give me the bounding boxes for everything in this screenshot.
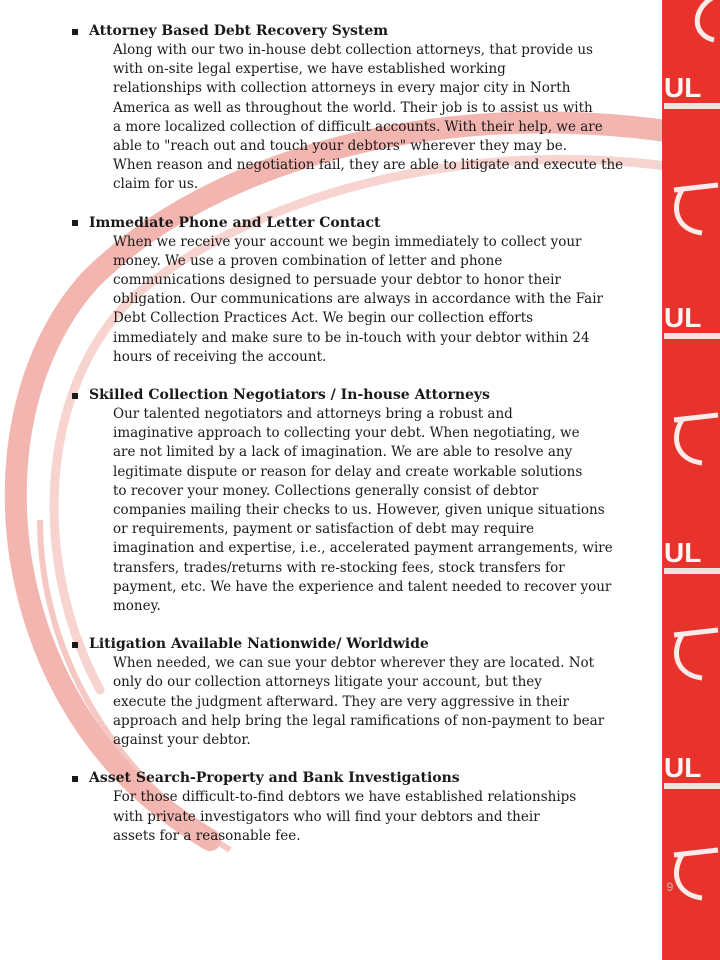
section-litigation — [72, 635, 632, 750]
paragraph-line: When reason and negotiation fail, they are able to litigate and execute the — [113, 157, 624, 174]
paragraph-line: execute the judgment afterward. They are very aggressive in their — [113, 693, 569, 710]
paragraph-line: communications designed to persuade your debtor to honor their — [113, 272, 561, 289]
brand-logo-icon — [662, 735, 720, 805]
paragraph-line: only do our collection attorneys litigate your account, but they — [113, 674, 542, 691]
right-brand-band — [662, 0, 720, 960]
paragraph-line: When we receive your account we begin immediately to collect your — [113, 233, 582, 250]
document-body — [72, 22, 632, 865]
paragraph-line: America as well as throughout the world. Their job is to assist us with — [113, 99, 593, 116]
section-heading — [72, 214, 632, 233]
paragraph-line: assets for a reasonable fee. — [113, 827, 301, 844]
paragraph-line: with on-site legal expertise, we have established working — [113, 61, 506, 78]
svg-text:UL: UL — [664, 752, 702, 783]
paragraph-line: obligation. Our communications are always in accordance with the Fair — [113, 291, 603, 308]
paragraph-line: legitimate dispute or reason for delay and create workable solutions — [113, 463, 583, 480]
paragraph-line: Along with our two in-house debt collection attorneys, that provide us — [113, 42, 593, 58]
svg-text:UL: UL — [664, 537, 702, 568]
paragraph-line: against your debtor. — [113, 732, 251, 749]
square-bullet-icon — [72, 776, 78, 782]
section-attorney-based-recovery — [72, 22, 632, 195]
paragraph-line: are not limited by a lack of imagination. We are able to resolve any — [113, 444, 573, 461]
page-number: 9 — [666, 880, 674, 894]
paragraph-line: companies mailing their checks to us. However, given unique situations — [113, 502, 605, 519]
section-phone-letter-contact — [72, 214, 632, 367]
paragraph-line: relationships with collection attorneys in every major city in North — [113, 80, 571, 97]
section-skilled-negotiators — [72, 386, 632, 616]
section-heading — [72, 635, 632, 654]
brand-logo-icon — [662, 285, 720, 355]
paragraph-line: transfers, trades/returns with re-stocking fees, stock transfers for — [113, 559, 565, 576]
brand-logo-icon — [662, 620, 720, 690]
paragraph-line: For those difficult-to-find debtors we have established relationships — [113, 789, 577, 806]
section-heading-text: Asset Search-Property and Bank Investigations — [89, 770, 460, 787]
square-bullet-icon — [72, 642, 78, 648]
section-heading-text: Litigation Available Nationwide/ Worldwide — [89, 636, 429, 653]
paragraph-line: claim for us. — [113, 176, 199, 193]
brand-logo-icon — [662, 405, 720, 475]
brand-logo-icon — [662, 840, 720, 910]
section-heading — [72, 769, 632, 788]
square-bullet-icon — [72, 220, 78, 226]
paragraph-line: imagination and expertise, i.e., accelerated payment arrangements, wire — [113, 540, 613, 557]
brand-logo-icon — [662, 520, 720, 590]
section-heading-text: Immediate Phone and Letter Contact — [89, 214, 381, 231]
svg-text:UL: UL — [664, 302, 702, 333]
paragraph-line: immediately and make sure to be in-touch with your debtor within 24 — [113, 329, 590, 346]
section-asset-search — [72, 769, 632, 846]
section-heading — [72, 386, 632, 405]
paragraph-line: a more localized collection of difficult accounts. With their help, we are — [113, 118, 603, 135]
paragraph-line: Debt Collection Practices Act. We begin our collection efforts — [113, 310, 534, 327]
paragraph-line: When needed, we can sue your debtor wherever they are located. Not — [113, 655, 595, 672]
section-heading-text: Attorney Based Debt Recovery System — [89, 23, 389, 39]
paragraph-line: to recover your money. Collections generally consist of debtor — [113, 482, 539, 499]
brand-logo-icon — [662, 175, 720, 245]
svg-text:UL: UL — [664, 72, 702, 103]
paragraph-line: payment, etc. We have the experience and talent needed to recover your — [113, 578, 612, 595]
section-heading-text: Skilled Collection Negotiators / In-house Attorneys — [89, 387, 490, 404]
square-bullet-icon — [72, 393, 78, 399]
paragraph-line: imaginative approach to collecting your debt. When negotiating, we — [113, 425, 580, 442]
section-heading — [72, 22, 632, 41]
paragraph-line: hours of receiving the account. — [113, 348, 327, 365]
paragraph-line: or requirements, payment or satisfaction of debt may require — [113, 521, 535, 538]
brand-logo-icon — [662, 55, 720, 125]
paragraph-line: money. — [113, 598, 161, 615]
paragraph-line: able to "reach out and touch your debtors" wherever they may be. — [113, 138, 568, 155]
paragraph-line: with private investigators who will find your debtors and their — [113, 808, 540, 825]
square-bullet-icon — [72, 29, 78, 35]
paragraph-line: Our talented negotiators and attorneys bring a robust and — [113, 406, 513, 423]
paragraph-line: approach and help bring the legal ramifications of non-payment to bear — [113, 712, 605, 729]
paragraph-line: money. We use a proven combination of letter and phone — [113, 252, 503, 269]
